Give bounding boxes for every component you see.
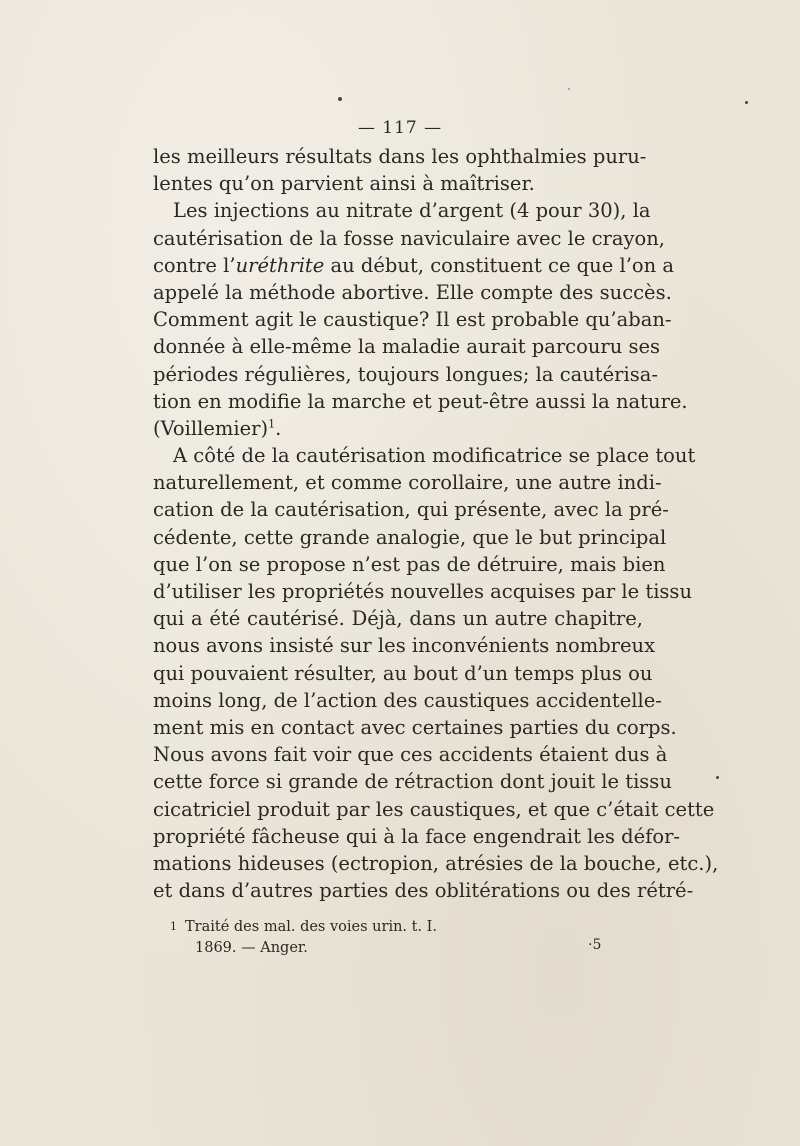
line-text: et dans d’autres parties des oblitérations ou des rétré- bbox=[153, 879, 694, 903]
line-text: cédente, cette grande analogie, que le but principal bbox=[153, 525, 667, 549]
text-line bbox=[153, 333, 661, 360]
ink-speck bbox=[338, 97, 342, 101]
text-line bbox=[153, 687, 662, 714]
footnote-date-author: 1869. — Anger. bbox=[195, 940, 308, 956]
line-text: au début, constituent ce que l’on a bbox=[324, 253, 675, 277]
line-text: contre l’ bbox=[153, 253, 236, 277]
footnote-reference: 1 bbox=[268, 417, 276, 431]
ink-speck bbox=[716, 776, 719, 779]
line-text: cation de la cautérisation, qui présente, avec la pré- bbox=[153, 498, 669, 522]
text-line bbox=[153, 796, 715, 823]
line-text: que l’on se propose n’est pas de détruire, mais bien bbox=[153, 552, 666, 576]
line-text: Comment agit le caustique? Il est probable qu’aban- bbox=[153, 308, 672, 332]
line-text: qui a été cautérisé. Déjà, dans un autre chapitre, bbox=[153, 607, 643, 631]
text-line bbox=[153, 415, 643, 442]
text-line bbox=[153, 551, 666, 578]
italic-term: uréthrite bbox=[235, 253, 325, 277]
line-text: tion en modifie la marche et peut-être aussi la nature. bbox=[153, 389, 688, 413]
text-line bbox=[153, 660, 653, 687]
text-line bbox=[153, 252, 675, 279]
line-text: . bbox=[275, 416, 282, 440]
page-number: — 117 — bbox=[357, 118, 443, 138]
text-line bbox=[153, 225, 665, 252]
line-text: naturellement, et comme corollaire, une autre indi- bbox=[153, 471, 662, 495]
line-text: qui pouvaient résulter, au bout d’un temps plus ou bbox=[153, 661, 653, 685]
text-line bbox=[153, 279, 672, 306]
line-text: appelé la méthode abortive. Elle compte des succès. bbox=[153, 280, 672, 304]
line-text: lentes qu’on parvient ainsi à maîtriser. bbox=[153, 172, 535, 196]
text-line bbox=[153, 197, 651, 224]
text-line bbox=[153, 632, 656, 659]
line-text: mations hideuses (ectropion, atrésies de la bouche, etc.), bbox=[153, 851, 719, 875]
text-line bbox=[153, 143, 647, 170]
line-text: Nous avons fait voir que ces accidents étaient dus à bbox=[153, 743, 668, 767]
footnote-line bbox=[170, 938, 630, 959]
line-text: ment mis en contact avec certaines parties du corps. bbox=[153, 715, 677, 739]
text-line bbox=[153, 170, 643, 197]
text-line bbox=[153, 823, 680, 850]
text-line bbox=[153, 877, 694, 904]
body-text bbox=[153, 143, 719, 904]
line-text: nous avons insisté sur les inconvénients nombreux bbox=[153, 634, 656, 658]
text-line bbox=[153, 605, 643, 632]
footnote-line bbox=[170, 916, 630, 938]
line-text: les meilleurs résultats dans les ophthalmies puru- bbox=[153, 145, 647, 168]
line-text: propriété fâcheuse qui à la face engendrait les défor- bbox=[153, 824, 680, 848]
text-line bbox=[153, 496, 669, 523]
ink-speck bbox=[568, 88, 570, 90]
text-line bbox=[153, 361, 658, 388]
ink-speck bbox=[745, 101, 748, 104]
line-text: cicatriciel produit par les caustiques, et que c’était cette bbox=[153, 797, 715, 821]
text-line bbox=[153, 524, 667, 551]
footnote-marker: 1 bbox=[170, 920, 177, 933]
text-line bbox=[153, 469, 662, 496]
line-text: Les injections au nitrate d’argent (4 pour 30), la bbox=[173, 199, 651, 223]
line-text: (Voillemier) bbox=[153, 416, 269, 440]
text-line bbox=[153, 388, 688, 415]
line-text: donnée à elle-même la maladie aurait parcouru ses bbox=[153, 335, 661, 359]
line-text: cette force si grande de rétraction dont jouit le tissu bbox=[153, 770, 672, 794]
footnote-citation: Traité des mal. des voies urin. t. I. bbox=[185, 919, 438, 935]
signature-mark: ·5 bbox=[588, 937, 602, 953]
line-text: cautérisation de la fosse naviculaire avec le crayon, bbox=[153, 226, 665, 250]
text-line bbox=[153, 578, 693, 605]
line-text: moins long, de l’action des caustiques accidentelle- bbox=[153, 688, 662, 712]
footnote bbox=[170, 916, 630, 959]
text-line bbox=[153, 306, 672, 333]
line-text: A côté de la cautérisation modificatrice se place tout bbox=[173, 444, 696, 468]
text-line bbox=[153, 442, 696, 469]
text-line bbox=[153, 741, 668, 768]
text-line bbox=[153, 714, 677, 741]
line-text: d’utiliser les propriétés nouvelles acquises par le tissu bbox=[153, 580, 693, 603]
text-line bbox=[153, 768, 672, 795]
line-text: périodes régulières, toujours longues; la cautérisa- bbox=[153, 362, 658, 386]
text-line bbox=[153, 850, 719, 877]
